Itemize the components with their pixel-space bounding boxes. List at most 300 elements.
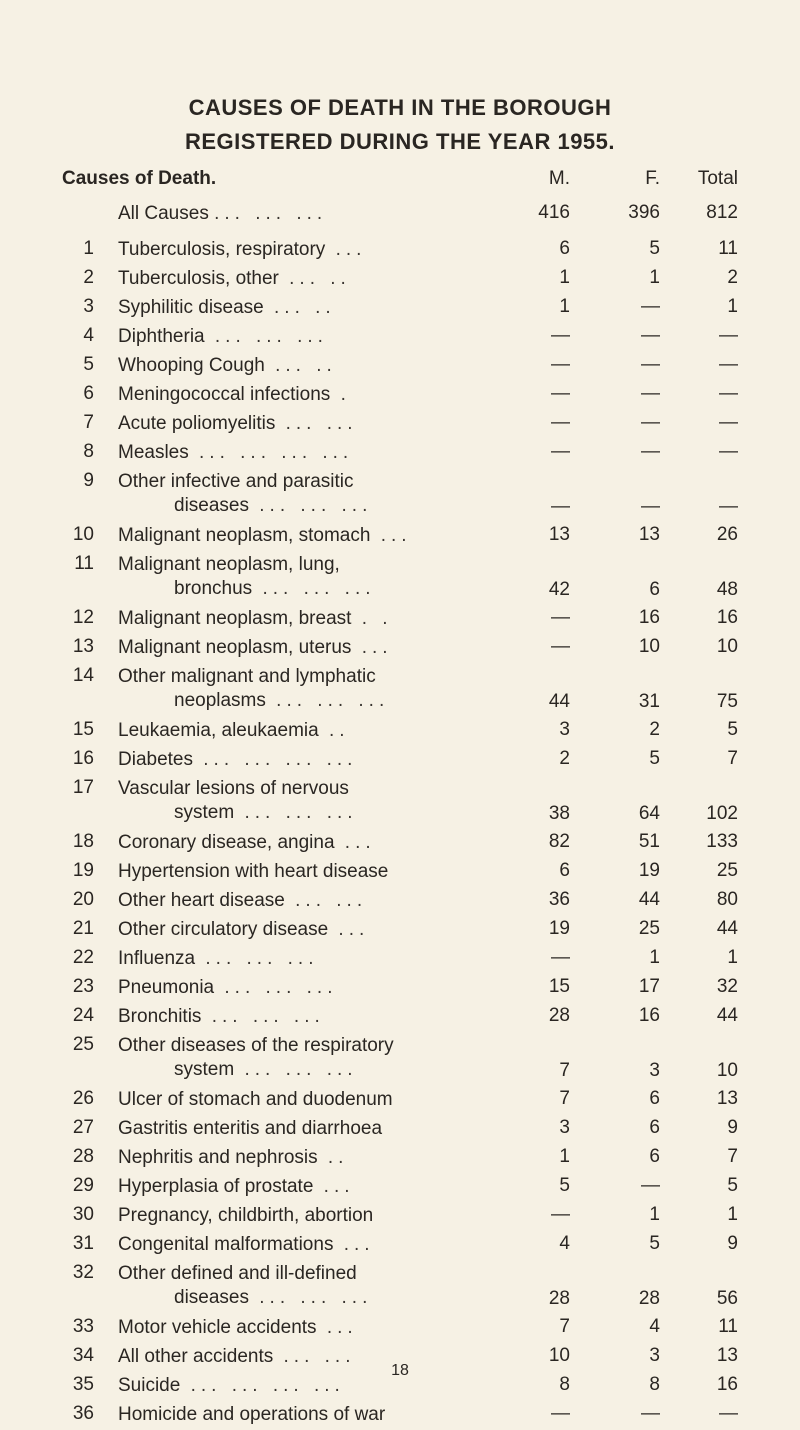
leader-dots: ... ... ... [252, 578, 376, 599]
cause-line-1: Other heart disease [118, 890, 285, 911]
cause-label [118, 296, 498, 320]
cause-label [118, 524, 498, 548]
cause-line-1: Leukaemia, aleukaemia [118, 720, 319, 741]
value-total: 7 [727, 1146, 738, 1167]
cause-line-1: Malignant neoplasm, breast [118, 608, 352, 629]
value-m: 19 [548, 918, 570, 939]
cause-line-2-text: system [174, 1059, 235, 1080]
value-f: — [641, 325, 660, 346]
leader-dots: ... .. [263, 297, 336, 318]
cause-line-1: Syphilitic disease [118, 297, 264, 318]
cause-line-2 [118, 1286, 498, 1310]
cause-label [118, 383, 498, 407]
value-f: 25 [638, 918, 660, 939]
value-total: — [719, 354, 738, 375]
value-f: — [641, 412, 660, 433]
leader-dots: ... ... [273, 1346, 356, 1367]
row-number: 7 [83, 412, 94, 433]
row-number: 36 [72, 1403, 94, 1424]
value-m: 8 [559, 1374, 570, 1395]
row-number: 32 [72, 1262, 94, 1283]
value-total: 133 [706, 831, 738, 852]
value-f: 3 [649, 1345, 660, 1366]
table-row [0, 1086, 800, 1115]
value-m: — [551, 636, 570, 657]
title-line-1: CAUSES OF DEATH IN THE BOROUGH [188, 95, 612, 120]
causes-table [0, 200, 800, 1430]
value-m: — [551, 496, 570, 517]
table-row [0, 439, 800, 468]
cause-line-2-text: diseases [174, 495, 249, 516]
value-total: 2 [727, 267, 738, 288]
row-number: 13 [72, 636, 94, 657]
cause-line-1: Hypertension with heart disease [118, 861, 389, 882]
leader-dots: ... [325, 239, 367, 260]
value-f: 19 [638, 860, 660, 881]
cause-line-2 [118, 801, 498, 825]
value-total: 1 [727, 1204, 738, 1225]
value-f: 17 [638, 976, 660, 997]
table-row [0, 887, 800, 916]
cause-line-1: Malignant neoplasm, lung, [118, 554, 340, 575]
value-m: 3 [559, 1117, 570, 1138]
cause-line-1: Diphtheria [118, 326, 205, 347]
cause-line-2 [118, 1058, 498, 1082]
row-number: 27 [72, 1117, 94, 1138]
row-number: 12 [72, 607, 94, 628]
value-f: 10 [638, 636, 660, 657]
table-row [0, 381, 800, 410]
value-f: — [641, 441, 660, 462]
value-m: 3 [559, 719, 570, 740]
value-m: 1 [559, 1146, 570, 1167]
leader-dots: ... ... ... [201, 1006, 325, 1027]
row-number: 16 [72, 748, 94, 769]
row-number: 17 [72, 777, 94, 798]
value-total: 102 [706, 803, 738, 824]
cause-label [118, 777, 498, 825]
cause-label [118, 1034, 498, 1082]
value-total: 44 [716, 1005, 738, 1026]
cause-label [118, 553, 498, 601]
leader-dots: ... ... ... [265, 690, 390, 711]
value-total: 5 [727, 719, 738, 740]
row-number: 2 [83, 267, 94, 288]
value-f: 16 [638, 1005, 660, 1026]
leader-dots: ... ... ... [204, 326, 328, 347]
all-causes-f: 396 [628, 202, 660, 223]
leader-dots: ... [351, 637, 393, 658]
table-row [0, 717, 800, 746]
table-row [0, 1314, 800, 1343]
table-row [0, 1401, 800, 1430]
value-total: 7 [727, 748, 738, 769]
header-m: M. [548, 168, 570, 189]
cause-line-1: Congenital malformations [118, 1234, 334, 1255]
row-number: 15 [72, 719, 94, 740]
row-number: 6 [83, 383, 94, 404]
table-row [0, 1115, 800, 1144]
leader-dots: ... ... ... [249, 1287, 373, 1308]
cause-label [118, 636, 498, 660]
all-causes-row: All Causes ... ... ... 416 396 812 [118, 202, 738, 224]
row-number: 20 [72, 889, 94, 910]
value-total: — [719, 441, 738, 462]
value-total: — [719, 496, 738, 517]
cause-label [118, 607, 498, 631]
value-f: 4 [649, 1316, 660, 1337]
value-total: 5 [727, 1175, 738, 1196]
value-m: 7 [559, 1316, 570, 1337]
cause-label [118, 719, 498, 743]
value-f: 8 [649, 1374, 660, 1395]
value-f: 13 [638, 524, 660, 545]
table-row [0, 634, 800, 663]
cause-line-2-text: bronchus [174, 578, 253, 599]
value-m: 36 [548, 889, 570, 910]
value-total: 56 [716, 1288, 738, 1309]
value-total: 44 [716, 918, 738, 939]
table-row [0, 265, 800, 294]
table-row [0, 236, 800, 265]
value-total: 32 [716, 976, 738, 997]
value-f: — [641, 1175, 660, 1196]
cause-label [118, 1117, 498, 1141]
row-number: 10 [72, 524, 94, 545]
row-number: 25 [72, 1034, 94, 1055]
leader-dots: ... ... ... [234, 802, 358, 823]
cause-line-1: Nephritis and nephrosis [118, 1147, 318, 1168]
value-f: — [641, 1403, 660, 1424]
table-row [0, 1032, 800, 1086]
cause-label [118, 831, 498, 855]
cause-label [118, 918, 498, 942]
table-row [0, 1144, 800, 1173]
cause-label [118, 1403, 498, 1427]
cause-line-1: Suicide [118, 1375, 181, 1396]
cause-line-1: Other circulatory disease [118, 919, 329, 940]
cause-label [118, 1204, 498, 1228]
leader-dots: ... ... [275, 413, 358, 434]
value-f: 44 [638, 889, 660, 910]
value-f: 6 [649, 579, 660, 600]
value-m: 15 [548, 976, 570, 997]
leader-dots: ... ... ... ... [188, 442, 354, 463]
row-number: 11 [74, 553, 94, 574]
cause-line-2-text: system [174, 802, 235, 823]
table-row [0, 858, 800, 887]
value-f: — [641, 296, 660, 317]
value-total: 48 [716, 579, 738, 600]
cause-label [118, 1005, 498, 1029]
value-m: 82 [548, 831, 570, 852]
leader-dots: ... [333, 1234, 375, 1255]
header-cause: Causes of Death. [62, 168, 217, 189]
table-row [0, 775, 800, 829]
value-total: 80 [716, 889, 738, 910]
leader-dots: ... [328, 919, 370, 940]
cause-line-2-text: diseases [174, 1287, 249, 1308]
cause-line-1: Homicide and operations of war [118, 1404, 386, 1425]
table-row [0, 663, 800, 717]
leader-dots: ... .. [264, 355, 337, 376]
cause-line-1: All other accidents [118, 1346, 274, 1367]
leader-dots: .. [317, 1147, 349, 1168]
leader-dots: . . [351, 608, 393, 629]
value-total: 13 [716, 1345, 738, 1366]
leader-dots: . [330, 384, 351, 405]
cause-line-1: Malignant neoplasm, uterus [118, 637, 352, 658]
cause-label [118, 1233, 498, 1257]
leader-dots: ... ... ... [195, 948, 319, 969]
row-number: 24 [72, 1005, 94, 1026]
cause-label [118, 267, 498, 291]
row-number: 22 [72, 947, 94, 968]
row-number: 8 [83, 441, 94, 462]
leader-dots: ... ... ... [249, 495, 373, 516]
table-row [0, 1231, 800, 1260]
value-f: 31 [638, 691, 660, 712]
value-f: 5 [649, 748, 660, 769]
row-number: 30 [72, 1204, 94, 1225]
value-m: — [551, 1403, 570, 1424]
cause-line-1: Tuberculosis, respiratory [118, 239, 326, 260]
value-f: 6 [649, 1146, 660, 1167]
cause-line-1: Pneumonia [118, 977, 215, 998]
cause-line-1: Other infective and parasitic [118, 471, 354, 492]
value-m: 1 [559, 296, 570, 317]
leader-dots: ... [313, 1176, 355, 1197]
value-total: — [719, 383, 738, 404]
row-number: 4 [83, 325, 94, 346]
cause-label [118, 889, 498, 913]
value-m: 28 [548, 1005, 570, 1026]
table-row [0, 294, 800, 323]
value-f: 5 [649, 1233, 660, 1254]
value-f: 2 [649, 719, 660, 740]
row-number: 34 [72, 1345, 94, 1366]
leader-dots: ... [316, 1317, 358, 1338]
value-total: 11 [718, 238, 738, 259]
table-row [0, 829, 800, 858]
value-total: 11 [718, 1316, 738, 1337]
cause-line-1: Coronary disease, angina [118, 832, 335, 853]
cause-line-1: Other defined and ill-defined [118, 1263, 357, 1284]
value-total: 26 [716, 524, 738, 545]
row-number: 9 [83, 470, 94, 491]
value-f: 5 [649, 238, 660, 259]
cause-label [118, 947, 498, 971]
value-f: 64 [638, 803, 660, 824]
row-number: 23 [72, 976, 94, 997]
value-f: 28 [638, 1288, 660, 1309]
table-row [0, 746, 800, 775]
table-row [0, 410, 800, 439]
leader-dots: ... ... [284, 890, 368, 911]
value-m: 28 [548, 1288, 570, 1309]
value-m: 5 [559, 1175, 570, 1196]
value-f: 3 [649, 1060, 660, 1081]
table-row [0, 605, 800, 634]
leader-dots: .. [318, 720, 350, 741]
cause-line-1: Diabetes [118, 749, 193, 770]
cause-line-1: Gastritis enteritis and diarrhoea [118, 1118, 383, 1139]
value-m: — [551, 607, 570, 628]
cause-label [118, 748, 498, 772]
value-total: 9 [727, 1117, 738, 1138]
cause-line-1: Pregnancy, childbirth, abortion [118, 1205, 374, 1226]
cause-label [118, 860, 498, 884]
cause-label [118, 1088, 498, 1112]
table-row [0, 1003, 800, 1032]
cause-label [118, 1262, 498, 1310]
row-number: 35 [72, 1374, 94, 1395]
leader-dots: ... [370, 525, 412, 546]
cause-label [118, 665, 498, 713]
cause-line-2 [118, 689, 498, 713]
cause-label [118, 325, 498, 349]
table-row [0, 974, 800, 1003]
cause-label [118, 1316, 498, 1340]
leader-dots: ... .. [278, 268, 351, 289]
value-total: 9 [727, 1233, 738, 1254]
value-m: — [551, 1204, 570, 1225]
all-causes-label: All Causes [118, 203, 209, 224]
table-row [0, 945, 800, 974]
cause-line-1: Meningococcal infections [118, 384, 331, 405]
value-m: 6 [559, 860, 570, 881]
value-m: 42 [548, 579, 570, 600]
row-number: 14 [72, 665, 94, 686]
cause-line-1: Hyperplasia of prostate [118, 1176, 314, 1197]
cause-label [118, 238, 498, 262]
value-total: — [719, 325, 738, 346]
cause-line-1: Measles [118, 442, 189, 463]
value-total: 16 [716, 1374, 738, 1395]
header-total: Total [697, 168, 738, 189]
row-number: 5 [83, 354, 94, 375]
value-total: — [719, 412, 738, 433]
value-m: 38 [548, 803, 570, 824]
row-number: 3 [83, 296, 94, 317]
row-number: 21 [72, 918, 94, 939]
value-total: 1 [727, 296, 738, 317]
cause-label [118, 470, 498, 518]
leader-dots: ... ... ... [234, 1059, 358, 1080]
table-row [0, 1173, 800, 1202]
cause-line-1: Malignant neoplasm, stomach [118, 525, 371, 546]
value-total: 75 [716, 691, 738, 712]
value-m: 4 [559, 1233, 570, 1254]
value-m: 6 [559, 238, 570, 259]
row-number: 31 [72, 1233, 94, 1254]
value-f: 1 [649, 267, 660, 288]
row-number: 26 [72, 1088, 94, 1109]
header-f: F. [645, 168, 660, 189]
value-f: 16 [638, 607, 660, 628]
cause-line-1: Other diseases of the respiratory [118, 1035, 394, 1056]
cause-label [118, 354, 498, 378]
value-f: 6 [649, 1117, 660, 1138]
value-total: 10 [716, 1060, 738, 1081]
cause-line-1: Influenza [118, 948, 196, 969]
cause-line-1: Bronchitis [118, 1006, 202, 1027]
table-header [0, 168, 800, 194]
value-m: 13 [548, 524, 570, 545]
table-row [0, 352, 800, 381]
all-causes-m: 416 [538, 202, 570, 223]
value-total: 10 [716, 636, 738, 657]
value-f: — [641, 496, 660, 517]
cause-label [118, 1146, 498, 1170]
leader-dots: ... ... ... ... [180, 1375, 345, 1396]
value-m: — [551, 412, 570, 433]
table-row [0, 1260, 800, 1314]
cause-label [118, 412, 498, 436]
value-f: 51 [638, 831, 660, 852]
cause-line-1: Whooping Cough [118, 355, 265, 376]
table-row [0, 1202, 800, 1231]
cause-line-1: Motor vehicle accidents [118, 1317, 317, 1338]
value-total: 25 [716, 860, 738, 881]
row-number: 18 [72, 831, 94, 852]
row-number: 19 [72, 860, 94, 881]
value-total: 16 [716, 607, 738, 628]
value-m: 7 [559, 1088, 570, 1109]
cause-label [118, 976, 498, 1000]
value-m: 44 [548, 691, 570, 712]
value-m: — [551, 947, 570, 968]
cause-line-2 [118, 494, 498, 518]
leader-dots: ... ... ... ... [193, 749, 358, 770]
cause-line-1: Tuberculosis, other [118, 268, 279, 289]
value-total: 1 [727, 947, 738, 968]
value-m: 7 [559, 1060, 570, 1081]
cause-label [118, 441, 498, 465]
value-m: — [551, 441, 570, 462]
table-row [0, 522, 800, 551]
value-f: 1 [649, 947, 660, 968]
value-total: 13 [716, 1088, 738, 1109]
leader-dots: ... [334, 832, 376, 853]
value-m: — [551, 354, 570, 375]
value-f: — [641, 354, 660, 375]
value-m: 10 [548, 1345, 570, 1366]
leader-dots: ... ... ... [214, 977, 338, 998]
cause-line-1: Other malignant and lymphatic [118, 666, 376, 687]
cause-line-1: Acute poliomyelitis [118, 413, 276, 434]
cause-line-1: Ulcer of stomach and duodenum [118, 1089, 393, 1110]
table-row [0, 468, 800, 522]
table-row [0, 916, 800, 945]
value-m: — [551, 325, 570, 346]
cause-label [118, 1175, 498, 1199]
cause-line-1: Vascular lesions of nervous [118, 778, 349, 799]
table-row [0, 323, 800, 352]
page-number: 18 [391, 1362, 409, 1379]
value-f: 1 [649, 1204, 660, 1225]
value-f: 6 [649, 1088, 660, 1109]
value-f: — [641, 383, 660, 404]
title-line-2: REGISTERED DURING THE YEAR 1955. [184, 129, 616, 154]
row-number: 28 [72, 1146, 94, 1167]
row-number: 1 [83, 238, 94, 259]
all-causes-total: 812 [706, 202, 738, 223]
row-number: 33 [72, 1316, 94, 1337]
value-m: 2 [559, 748, 570, 769]
value-total: — [719, 1403, 738, 1424]
value-m: 1 [559, 267, 570, 288]
